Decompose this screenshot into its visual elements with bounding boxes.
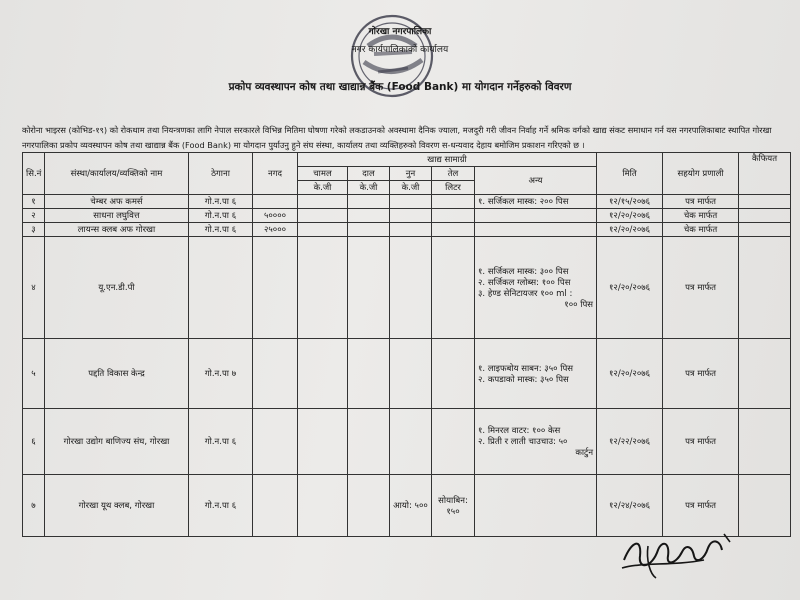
row-cash xyxy=(253,409,298,475)
table-body xyxy=(23,195,791,537)
row-date: १२/१५/२०७६ xyxy=(597,195,663,209)
col-other-header: अन्य xyxy=(475,167,597,195)
row-dal xyxy=(348,195,390,209)
unit-salt: के.जी xyxy=(390,181,432,195)
row-remarks xyxy=(739,209,791,223)
row-cash xyxy=(253,475,298,537)
col-salt-header: नुन xyxy=(390,167,432,181)
row-other xyxy=(475,195,597,209)
other-item: १. लाइफबोय साबन: ३५० पिस xyxy=(478,363,574,374)
row-dal xyxy=(348,475,390,537)
intro-paragraph: कोरोना भाइरस (कोभिड-१९) को रोकथाम तथा नियन्त्रणका लागि नेपाल सरकारले विभिन्न मितिमा घोषणा गरेको लकडाउनको अवस्थामा दैनिक ज्याला, मजदुरी गरी जीवन निर्वाह गर्ने श्रमिक वर्गको खाद्य संकट समाधान गर्न यस नगरपालिकाबाट स्थापित गोरखा नगरपालिका प्रकोप व्यवस्थापन कोष तथा खाद्यान्न बैंक (Food Bank) मा योगदान पुर्याउनु हुने संघ संस्था, कार्यालय तथा व्यक्तिहरुको विवरण स-धन्यवाद देहाय बमोजिम प्रकाशन गरिएको छ । xyxy=(22,125,772,150)
row-method: पत्र मार्फत xyxy=(663,195,739,209)
row-cash xyxy=(253,339,298,409)
row-oil xyxy=(432,339,475,409)
municipality-name: गोरखा नगरपालिका xyxy=(368,27,432,37)
row-oil xyxy=(432,237,475,339)
row-address: गो.न.पा ६ xyxy=(189,223,253,237)
row-address: गो.न.पा ६ xyxy=(189,475,253,537)
document-title: प्रकोप व्यवस्थापन कोष तथा खाद्यान्न बैंक (Food Bank) मा योगदान गर्नेहरुको विवरण xyxy=(228,81,572,93)
signature xyxy=(612,520,742,584)
row-address xyxy=(189,237,253,339)
row-other xyxy=(475,409,597,475)
row-sn: ६ xyxy=(23,409,45,475)
row-date: १२/२०/२०७६ xyxy=(597,223,663,237)
unit-dal: के.जी xyxy=(348,181,390,195)
other-item: २. प्रिती र लाती चाउचाउ: ५० xyxy=(478,437,568,447)
col-date-header: मिति xyxy=(597,153,663,195)
col-remarks-header: कैफियत xyxy=(739,153,791,195)
other-item: ३. हेण्ड सेनिटायजर १०० ml : xyxy=(478,288,573,299)
row-salt xyxy=(390,409,432,475)
other-item: २. कपडाको मास्क: ३५० पिस xyxy=(478,374,569,385)
col-address-header: ठेगाना xyxy=(189,153,253,195)
col-dal-header: दाल xyxy=(348,167,390,181)
row-dal xyxy=(348,209,390,223)
row-rice xyxy=(298,409,348,475)
row-rice xyxy=(298,237,348,339)
row-rice xyxy=(298,195,348,209)
row-cash: २५००० xyxy=(253,223,298,237)
row-name: गोरखा यूथ क्लब, गोरखा xyxy=(45,475,189,537)
row-name: साधना लघुवित्त xyxy=(45,209,189,223)
col-cash-header: नगद xyxy=(253,153,298,195)
row-remarks xyxy=(739,223,791,237)
row-other xyxy=(475,223,597,237)
row-name: पद्दति विकास केन्द्र xyxy=(45,339,189,409)
row-dal xyxy=(348,223,390,237)
food-items-header: खाद्य सामाग्री xyxy=(298,153,597,167)
office-name: नगर कार्यपालिकाको कार्यालय xyxy=(351,45,449,55)
row-oil xyxy=(432,209,475,223)
row-name: लायन्स क्लब अफ गोरखा xyxy=(45,223,189,237)
row-address: गो.न.पा ६ xyxy=(189,209,253,223)
row-sn: ४ xyxy=(23,237,45,339)
row-dal xyxy=(348,237,390,339)
row-address: गो.न.पा ६ xyxy=(189,409,253,475)
row-salt xyxy=(390,223,432,237)
row-date: १२/२२/२०७६ xyxy=(597,409,663,475)
row-cash xyxy=(253,195,298,209)
row-sn: ७ xyxy=(23,475,45,537)
row-method: पत्र मार्फत xyxy=(663,237,739,339)
row-salt: आयो: ५०० xyxy=(390,475,432,537)
row-method: चेक मार्फत xyxy=(663,223,739,237)
col-method-header: सहयोग प्रणाली xyxy=(663,153,739,195)
row-remarks xyxy=(739,339,791,409)
col-rice-header: चामल xyxy=(298,167,348,181)
row-remarks xyxy=(739,475,791,537)
row-other xyxy=(475,237,597,339)
row-salt xyxy=(390,237,432,339)
other-item: कार्टुन xyxy=(575,448,594,458)
row-rice xyxy=(298,339,348,409)
row-sn: १ xyxy=(23,195,45,209)
row-sn: ५ xyxy=(23,339,45,409)
row-date: १२/२४/२०७६ xyxy=(597,475,663,537)
row-salt xyxy=(390,195,432,209)
row-oil xyxy=(432,409,475,475)
row-date: १२/२०/२०७६ xyxy=(597,209,663,223)
row-sn: ३ xyxy=(23,223,45,237)
col-sn-header: सि.नं xyxy=(23,153,45,195)
row-sn: २ xyxy=(23,209,45,223)
table-row xyxy=(23,409,791,475)
row-date: १२/२०/२०७६ xyxy=(597,237,663,339)
row-cash: ५०००० xyxy=(253,209,298,223)
row-salt xyxy=(390,209,432,223)
row-name: चेम्बर अफ कमर्स xyxy=(45,195,189,209)
row-oil: सोयाबिन: १५० xyxy=(432,475,475,537)
table-row xyxy=(23,209,791,223)
contributors-table xyxy=(22,152,791,537)
row-oil xyxy=(432,195,475,209)
table-row xyxy=(23,223,791,237)
row-salt xyxy=(390,339,432,409)
row-rice xyxy=(298,475,348,537)
other-item: १. मिनरल वाटर: १०० केस xyxy=(478,426,561,436)
col-oil-header: तेल xyxy=(432,167,475,181)
row-method: पत्र मार्फत xyxy=(663,475,739,537)
other-item: १०० पिस xyxy=(564,299,594,310)
table-row xyxy=(23,195,791,209)
other-item: १. सर्जिकल मास्क: ३०० पिस xyxy=(478,266,569,277)
row-rice xyxy=(298,209,348,223)
other-item: २. सर्जिकल ग्लोब्स: १०० पिस xyxy=(478,277,571,288)
row-cash xyxy=(253,237,298,339)
row-address: गो.न.पा ७ xyxy=(189,339,253,409)
unit-rice: के.जी xyxy=(298,181,348,195)
other-item: १. सर्जिकल मास्क: २०० पिस xyxy=(478,197,569,207)
row-dal xyxy=(348,339,390,409)
row-date: १२/२०/२०७६ xyxy=(597,339,663,409)
row-other xyxy=(475,339,597,409)
row-remarks xyxy=(739,237,791,339)
row-method: पत्र मार्फत xyxy=(663,409,739,475)
row-other xyxy=(475,475,597,537)
row-name: गोरखा उद्योग बाणिज्य संघ, गोरखा xyxy=(45,409,189,475)
row-address: गो.न.पा ६ xyxy=(189,195,253,209)
col-name-header: संस्था/कार्यालय/व्यक्तिको नाम xyxy=(45,153,189,195)
row-remarks xyxy=(739,409,791,475)
row-method: पत्र मार्फत xyxy=(663,339,739,409)
row-other xyxy=(475,209,597,223)
row-remarks xyxy=(739,195,791,209)
row-oil xyxy=(432,223,475,237)
row-method: चेक मार्फत xyxy=(663,209,739,223)
row-dal xyxy=(348,409,390,475)
table-row xyxy=(23,237,791,339)
table-row xyxy=(23,339,791,409)
row-rice xyxy=(298,223,348,237)
unit-oil: लिटर xyxy=(432,181,475,195)
row-name: यू.एन.डी.पी xyxy=(45,237,189,339)
